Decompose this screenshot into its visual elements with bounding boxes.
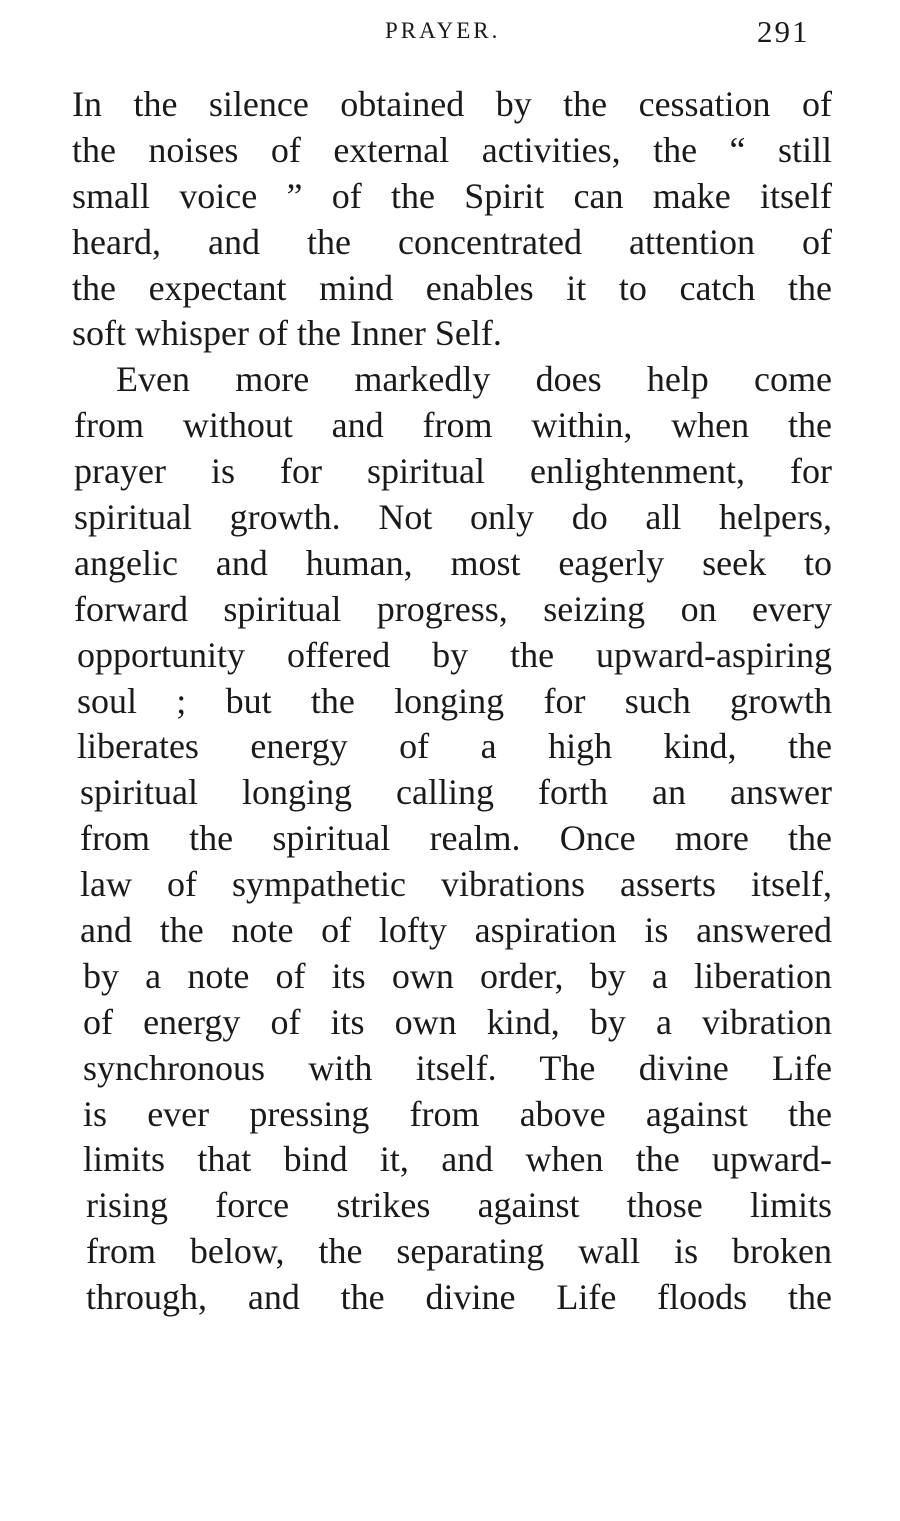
text-line: the noises of external activities, the “ still xyxy=(72,129,832,170)
text-line: limits that bind it, and when the upward- xyxy=(83,1139,832,1180)
text-line: synchronous with itself. The divine Life xyxy=(83,1047,832,1088)
text-line: spiritual growth. Not only do all helpers, xyxy=(74,497,832,538)
text-line: of energy of its own kind, by a vibration xyxy=(83,1001,832,1042)
text-line: and the note of lofty aspiration is answered xyxy=(80,910,832,951)
text-line: prayer is for spiritual enlightenment, for xyxy=(74,451,832,492)
text-line: liberates energy of a high kind, the xyxy=(77,726,832,767)
text-line: the expectant mind enables it to catch the xyxy=(72,267,832,308)
paragraph-1 xyxy=(72,82,832,357)
page-number: 291 xyxy=(757,14,810,49)
text-line: spiritual longing calling forth an answer xyxy=(80,772,832,813)
text-line: soul ; but the longing for such growth xyxy=(77,680,832,721)
text-line: from the spiritual realm. Once more the xyxy=(80,818,832,859)
text-line: heard, and the concentrated attention of xyxy=(72,221,832,262)
text-line: rising force strikes against those limits xyxy=(86,1185,832,1226)
paragraph-2 xyxy=(72,357,832,1321)
text-line: Even more markedly does help come xyxy=(116,359,832,400)
text-line: from without and from within, when the xyxy=(74,405,832,446)
text-line: law of sympathetic vibrations asserts itself, xyxy=(80,864,832,905)
text-line: opportunity offered by the upward-aspiring xyxy=(77,634,832,675)
text-line: soft whisper of the Inner Self. xyxy=(72,313,502,354)
running-head xyxy=(0,14,900,52)
text-line: from below, the separating wall is broken xyxy=(86,1231,832,1272)
text-line: angelic and human, most eagerly seek to xyxy=(74,542,832,583)
text-line: forward spiritual progress, seizing on every xyxy=(74,588,832,629)
text-line: is ever pressing from above against the xyxy=(83,1093,832,1134)
text-line: through, and the divine Life floods the xyxy=(86,1277,832,1318)
running-title: PRAYER. xyxy=(385,18,501,43)
body-text xyxy=(72,82,832,1321)
text-line: In the silence obtained by the cessation of xyxy=(72,84,832,124)
text-line: by a note of its own order, by a liberation xyxy=(83,955,832,996)
text-line: small voice ” of the Spirit can make itself xyxy=(72,175,832,216)
